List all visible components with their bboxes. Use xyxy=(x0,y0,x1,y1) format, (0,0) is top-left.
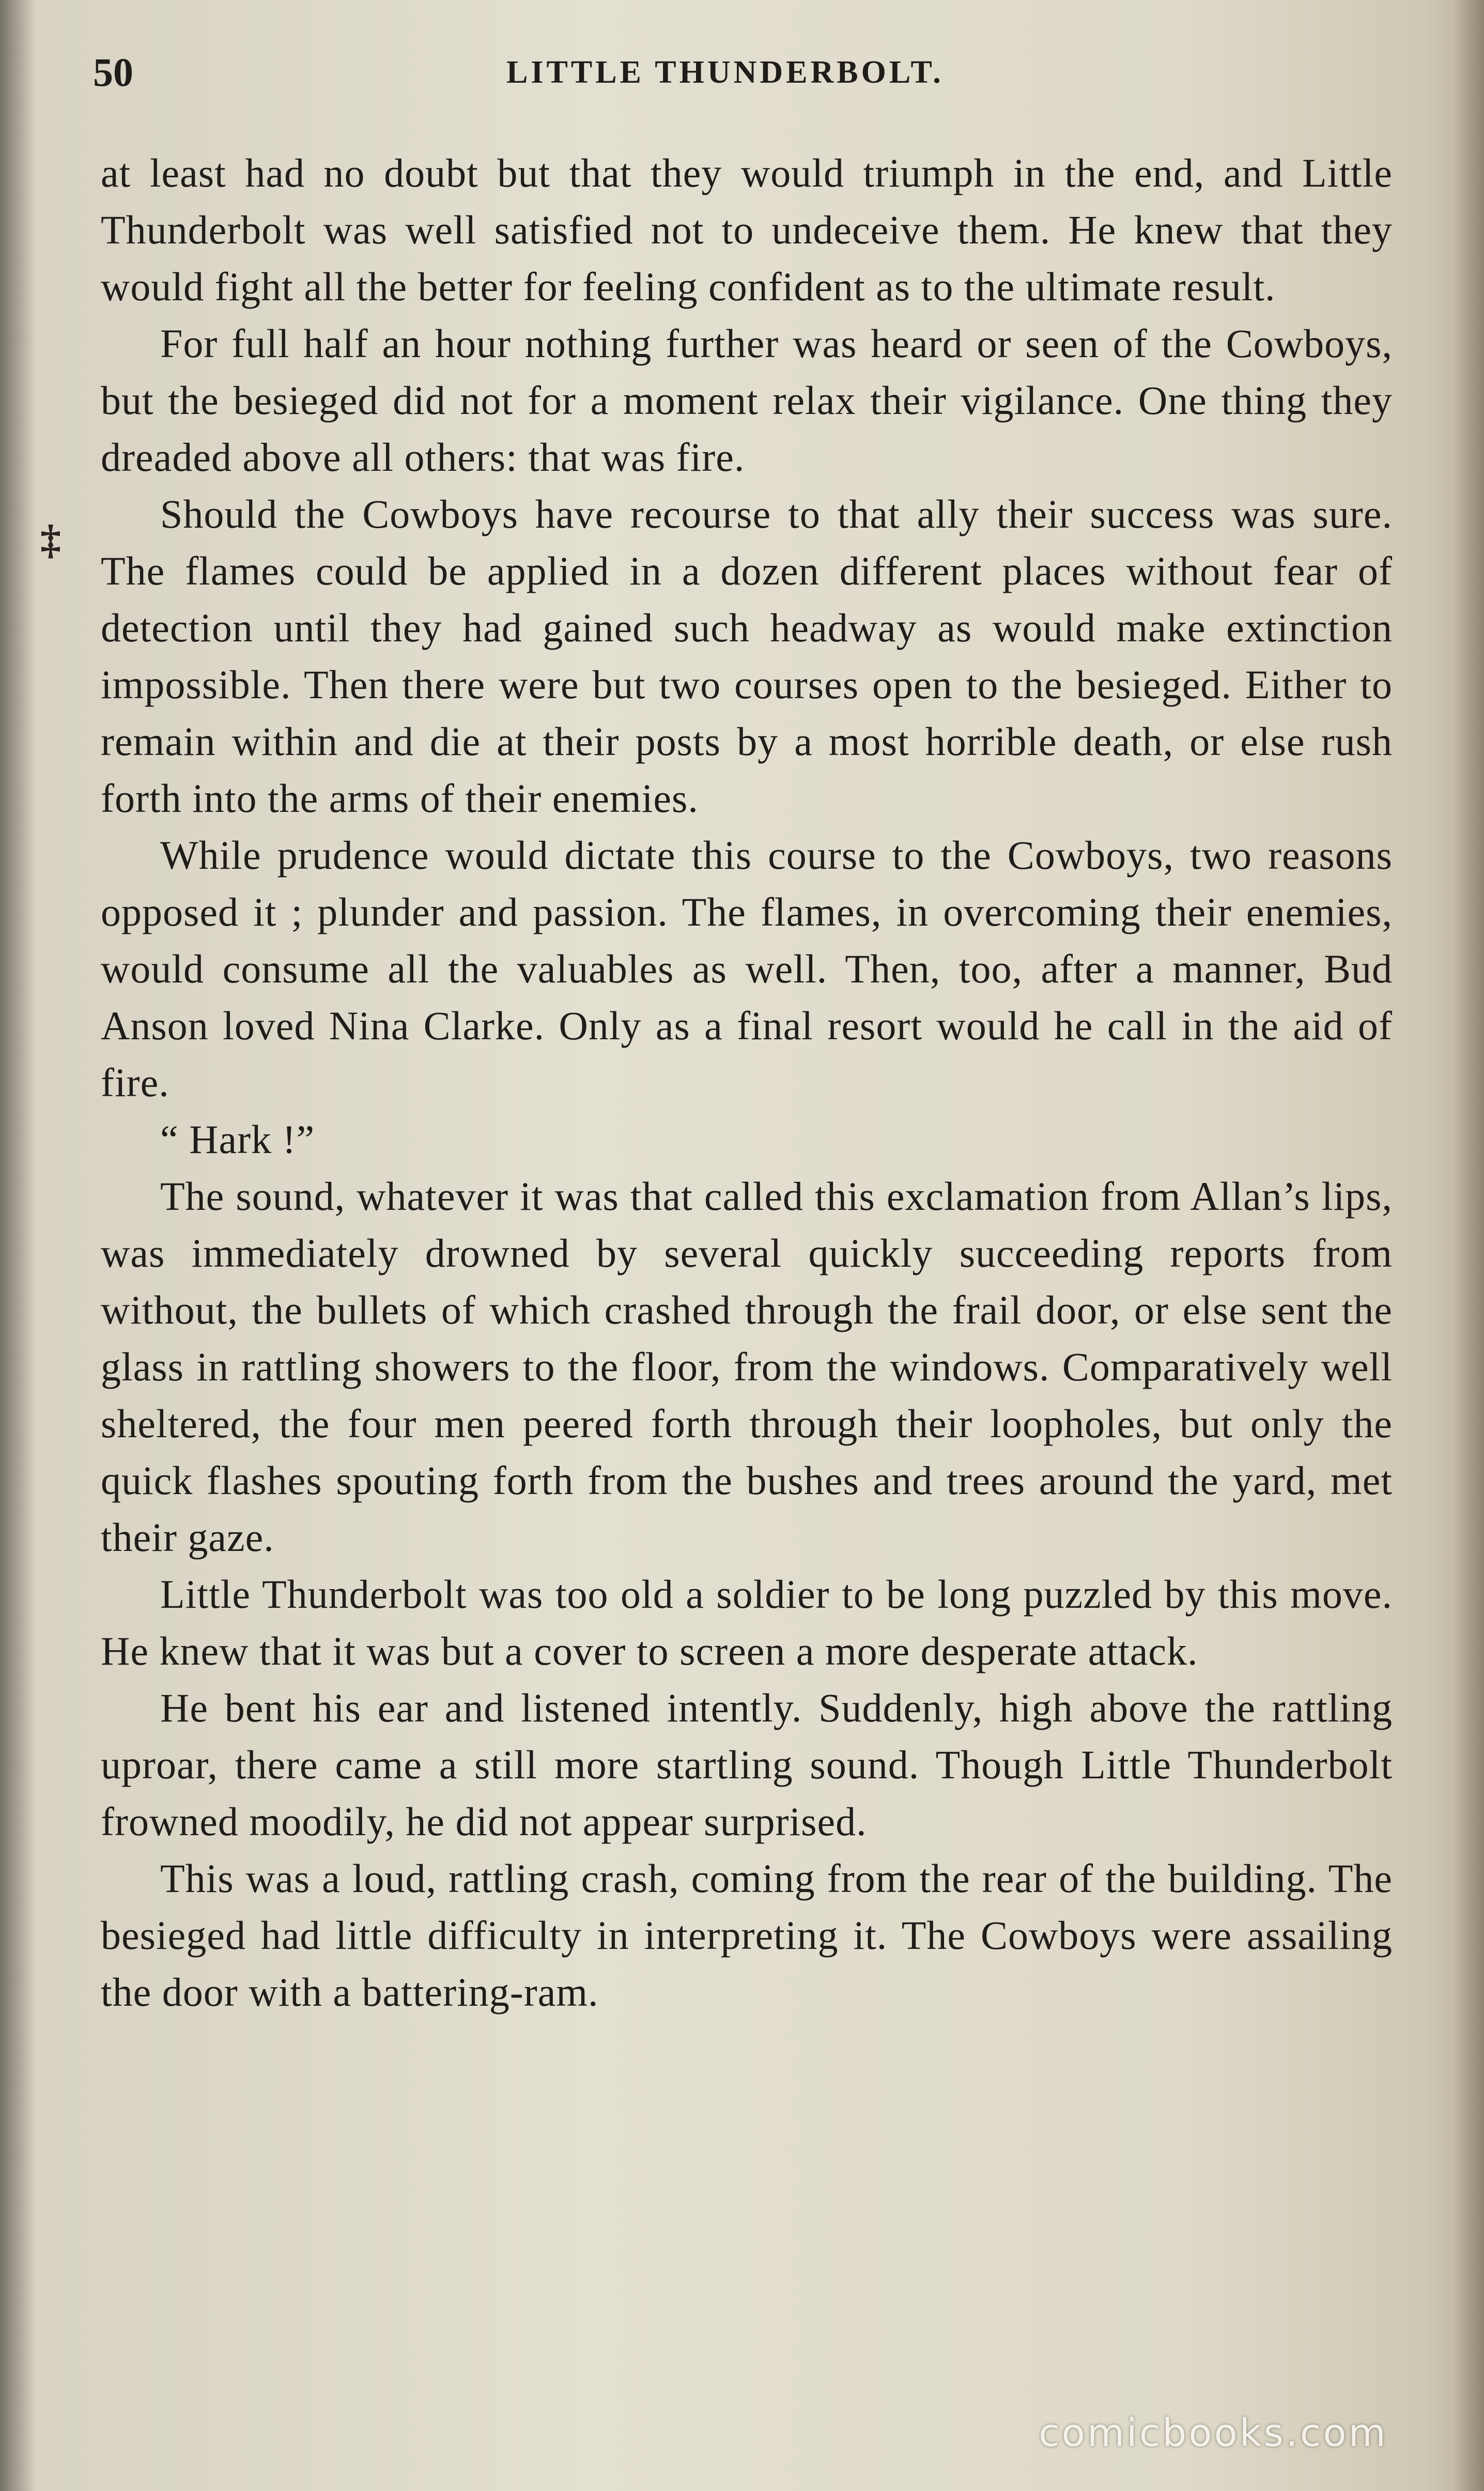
body-text xyxy=(101,145,1393,2021)
paragraph: He bent his ear and listened intently. Suddenly, high above the rattling uproar, there came a still more startling sound. Though Little Thunderbolt frowned moodily, he did not appear surprised. xyxy=(101,1685,1393,1844)
watermark: comicbooks.com xyxy=(1039,2411,1388,2455)
page-number: 50 xyxy=(93,50,133,95)
paragraph: Should the Cowboys have recourse to that ally their success was sure. The flames could be applied in a dozen different places without fear of detection until they had gained such headway as would make extinction impossible. Then there were but two courses open to the besieged. Either to remain within and die at their posts by a most horrible death, or else rush forth into the arms of their enemies. xyxy=(101,491,1393,821)
paragraph: While prudence would dictate this course to the Cowboys, two reasons opposed it ; plunder and passion. The flames, in overcoming their enemies, would consume all the valuables as well. Then, too, after a manner, Bud Anson loved Nina Clarke. Only as a final resort would he call in the aid of fire. xyxy=(101,833,1393,1105)
paragraph: at least had no doubt but that they would triumph in the end, and Little Thunderbolt was well satisfied not to undeceive them. He knew that they would fight all the better for feeling confident as to the ultimate result. xyxy=(101,150,1393,309)
book-title: LITTLE THUNDERBOLT. xyxy=(506,55,944,90)
paragraph: Little Thunderbolt was too old a soldier to be long puzzled by this move. He knew that it was but a cover to screen a more desperate attack. xyxy=(101,1572,1393,1673)
stray-ink-mark: ‡ xyxy=(40,517,61,563)
paragraph: The sound, whatever it was that called this exclamation from Allan’s lips, was immediately drowned by several quickly succeeding reports from without, the bullets of which crashed through the frail door, or else sent the glass in rattling showers to the floor, from the windows. Comparatively well sheltered, the four men peered forth through their loopholes, but only the quick flashes spouting forth from the bushes and trees around the yard, met their gaze. xyxy=(101,1174,1393,1560)
spine-shadow xyxy=(0,0,36,2491)
paragraph: For full half an hour nothing further was heard or seen of the Cowboys, but the besieged did not for a moment relax their vigilance. One thing they dreaded above all others: that was fire. xyxy=(101,321,1393,480)
running-head xyxy=(93,49,1385,96)
paragraph: This was a loud, rattling crash, coming from the rear of the building. The besieged had little difficulty in interpreting it. The Cowboys were assailing the door with a battering-ram. xyxy=(101,1856,1393,2015)
paragraph: “ Hark !” xyxy=(160,1117,315,1162)
page-edge-shadow xyxy=(1453,0,1484,2491)
